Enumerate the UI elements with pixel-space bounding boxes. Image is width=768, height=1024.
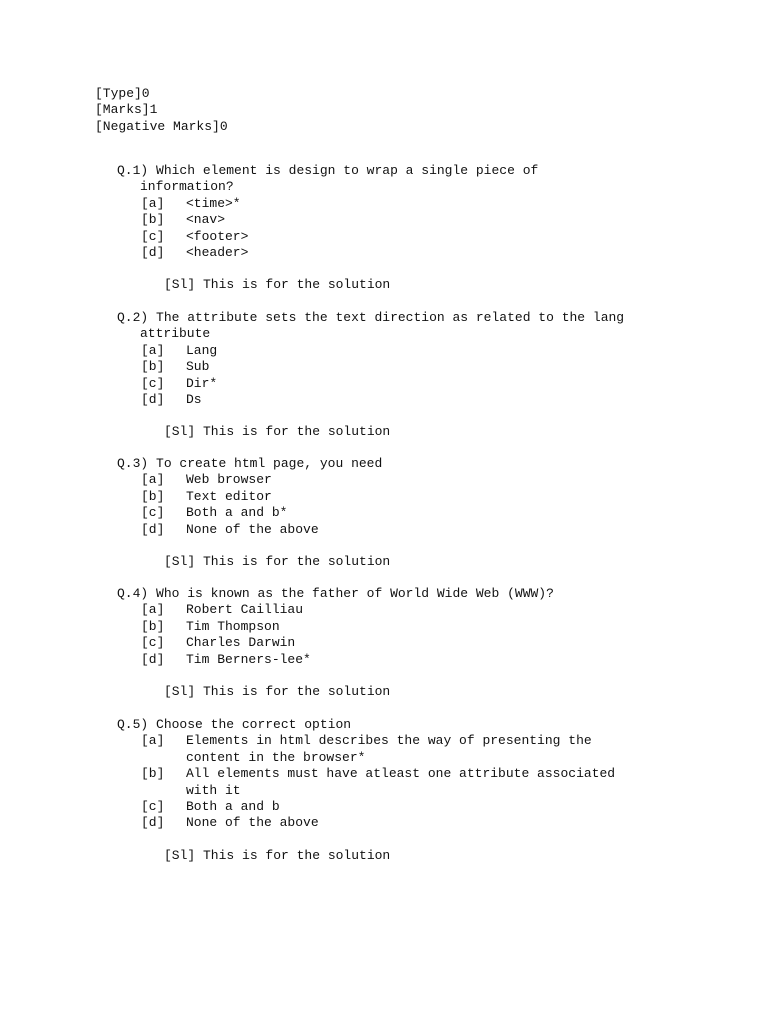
option-label: [a] xyxy=(141,602,165,618)
question-number: Q.4) xyxy=(117,586,149,601)
option-label: [d] xyxy=(141,245,165,261)
question-text xyxy=(117,586,554,602)
question-text-line: Who is known as the father of World Wide Web (WWW)? xyxy=(156,586,554,601)
marks-line: [Marks]1 xyxy=(95,102,158,118)
option-label: [d] xyxy=(141,651,165,667)
option-text: <time>* xyxy=(186,195,241,211)
question-number: Q.2) xyxy=(117,310,149,325)
solution-text: [Sl] This is for the solution xyxy=(164,847,391,863)
option-text: Sub xyxy=(186,359,210,375)
solution-text: [Sl] This is for the solution xyxy=(164,277,391,293)
option-text-continuation: content in the browser* xyxy=(186,749,366,765)
solution-text: [Sl] This is for the solution xyxy=(164,684,391,700)
type-line: [Type]0 xyxy=(95,86,150,101)
option-text: Charles Darwin xyxy=(186,635,296,651)
option-label: [a] xyxy=(141,342,165,358)
option-a xyxy=(117,733,615,766)
option-label: [d] xyxy=(141,521,165,537)
option-a xyxy=(117,196,538,212)
question-1 xyxy=(117,163,538,294)
option-text: Dir* xyxy=(186,375,218,391)
option-text: Lang xyxy=(186,342,218,358)
question-number: Q.5) xyxy=(117,717,149,732)
option-label: [c] xyxy=(141,799,165,815)
option-text: Tim Berners-lee* xyxy=(186,651,311,667)
option-b xyxy=(117,359,624,375)
option-text: Both a and b xyxy=(186,799,280,815)
question-number: Q.1) xyxy=(117,163,149,178)
option-c xyxy=(117,376,624,392)
option-label: [d] xyxy=(141,815,165,831)
option-label: [c] xyxy=(141,375,165,391)
solution-text: [Sl] This is for the solution xyxy=(164,554,391,570)
question-text xyxy=(117,310,624,326)
option-a xyxy=(117,343,624,359)
question-text-line: Which element is design to wrap a single piece of xyxy=(156,163,539,178)
option-label: [b] xyxy=(141,766,165,782)
option-text: <header> xyxy=(186,245,249,261)
option-text: Ds xyxy=(186,392,202,408)
option-c xyxy=(117,635,554,651)
question-4 xyxy=(117,586,554,700)
question-text xyxy=(117,717,615,733)
option-label: [a] xyxy=(141,472,165,488)
option-a xyxy=(117,602,554,618)
option-label: [b] xyxy=(141,359,165,375)
option-d xyxy=(117,245,538,261)
option-b xyxy=(117,489,390,505)
question-text-line: information? xyxy=(140,179,234,195)
option-d xyxy=(117,652,554,668)
option-b xyxy=(117,619,554,635)
solution-text: [Sl] This is for the solution xyxy=(164,424,391,440)
option-text: <nav> xyxy=(186,212,226,228)
option-label: [c] xyxy=(141,505,165,521)
option-text: Text editor xyxy=(186,488,272,504)
question-text-line: Choose the correct option xyxy=(156,717,352,732)
option-text: None of the above xyxy=(186,521,319,537)
question-text-line: The attribute sets the text direction as related to the lang xyxy=(156,310,625,325)
option-c xyxy=(117,229,538,245)
option-label: [a] xyxy=(141,733,165,749)
option-text: <footer> xyxy=(186,228,249,244)
question-3 xyxy=(117,456,390,570)
option-label: [b] xyxy=(141,618,165,634)
option-c xyxy=(117,505,390,521)
option-text: Both a and b* xyxy=(186,505,288,521)
option-text: Elements in html describes the way of presenting the xyxy=(186,733,592,749)
option-d xyxy=(117,522,390,538)
question-text xyxy=(117,456,390,472)
question-meta xyxy=(95,86,228,135)
option-text: Robert Cailliau xyxy=(186,602,304,618)
option-text: None of the above xyxy=(186,815,319,831)
option-d xyxy=(117,815,615,831)
option-label: [d] xyxy=(141,392,165,408)
question-text xyxy=(117,163,538,179)
option-label: [b] xyxy=(141,488,165,504)
option-b xyxy=(117,766,615,799)
option-a xyxy=(117,472,390,488)
question-2 xyxy=(117,310,624,441)
option-text: Web browser xyxy=(186,472,272,488)
option-text-continuation: with it xyxy=(186,782,241,798)
option-text: All elements must have atleast one attribute associated xyxy=(186,766,616,782)
option-d xyxy=(117,392,624,408)
option-label: [c] xyxy=(141,635,165,651)
option-label: [a] xyxy=(141,195,165,211)
question-number: Q.3) xyxy=(117,456,149,471)
option-b xyxy=(117,212,538,228)
option-text: Tim Thompson xyxy=(186,618,280,634)
question-text-line: To create html page, you need xyxy=(156,456,383,471)
negative-marks-line: [Negative Marks]0 xyxy=(95,118,228,134)
option-c xyxy=(117,799,615,815)
option-label: [b] xyxy=(141,212,165,228)
question-text-line: attribute xyxy=(140,326,211,342)
question-5 xyxy=(117,717,615,864)
option-label: [c] xyxy=(141,228,165,244)
